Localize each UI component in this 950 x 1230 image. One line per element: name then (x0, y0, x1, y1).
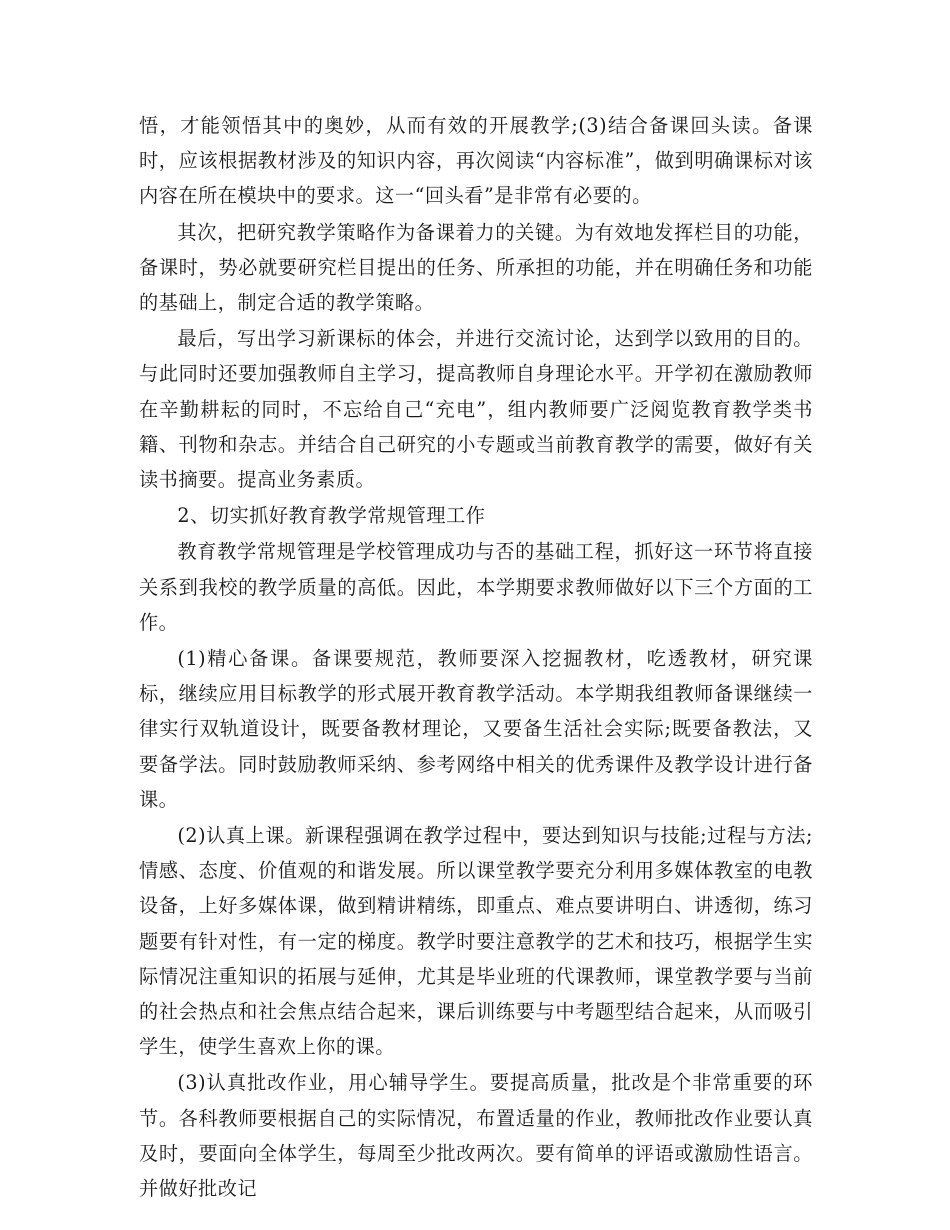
paragraph-teaching-class: (2)认真上课。新课程强调在教学过程中，要达到知识与技能;过程与方法;情感、态度、价值观的和谐发展。所以课堂教学要充分利用多媒体教室的电教设备，上好多媒体课，做到精讲精练，即重点、难点要讲明白、讲透彻，练习题要有针对性，有一定的梯度。教学时要注意教学的艺术和技巧，根据学生实际情况注重知识的拓展与延伸，尤其是毕业班的代课教师，课堂教学要与当前的社会热点和社会焦点结合起来，课后训练要与中考题型结合起来，从而吸引学生，使学生喜欢上你的课。 (139, 824, 813, 1059)
paragraph-teaching-strategy: 其次，把研究教学策略作为备课着力的关键。为有效地发挥栏目的功能，备课时，势必就要研究栏目提出的任务、所承担的功能，并在明确任务和功能的基础上，制定合适的教学策略。 (139, 220, 813, 315)
paragraph-continued: 悟，才能领悟其中的奥妙，从而有效的开展教学;(3)结合备课回头读。备课时，应该根据教材涉及的知识内容，再次阅读“内容标准”，做到明确课标对该内容在所在模块中的要求。这一“回头看”是非常有必要的。 (139, 114, 813, 208)
document-page (139, 108, 813, 1207)
paragraph-lesson-prep: (1)精心备课。备课要规范，教师要深入挖掘教材，吃透教材，研究课标，继续应用目标教学的形式展开教育教学活动。本学期我组教师备课继续一律实行双轨道设计，既要备教材理论，又要备生活社会实际;既要备教法，又要备学法。同时鼓励教师采纳、参考网络中相关的优秀课件及教学设计进行备课。 (139, 647, 813, 811)
paragraph-study-standards: 最后，写出学习新课标的体会，并进行交流讨论，达到学以致用的目的。与此同时还要加强教师自主学习，提高教师自身理论水平。开学初在激励教师在辛勤耕耘的同时，不忘给自己“充电”，组内教师要广泛阅览教育教学类书籍、刊物和杂志。并结合自己研究的小专题或当前教育教学的需要，做好有关读书摘要。提高业务素质。 (139, 327, 813, 492)
paragraph-routine-management: 教育教学常规管理是学校管理成功与否的基础工程，抓好这一环节将直接关系到我校的教学质量的高低。因此，本学期要求教师做好以下三个方面的工作。 (139, 540, 813, 634)
section-heading-routine-management: 2、切实抓好教育教学常规管理工作 (177, 504, 486, 528)
paragraph-homework-correction: (3)认真批改作业，用心辅导学生。要提高质量，批改是个非常重要的环节。各科教师要根据自己的实际情况，布置适量的作业，教师批改作业要认真及时，要面向全体学生，每周至少批改两次。要有简单的评语或激励性语言。并做好批改记 (139, 1071, 813, 1201)
